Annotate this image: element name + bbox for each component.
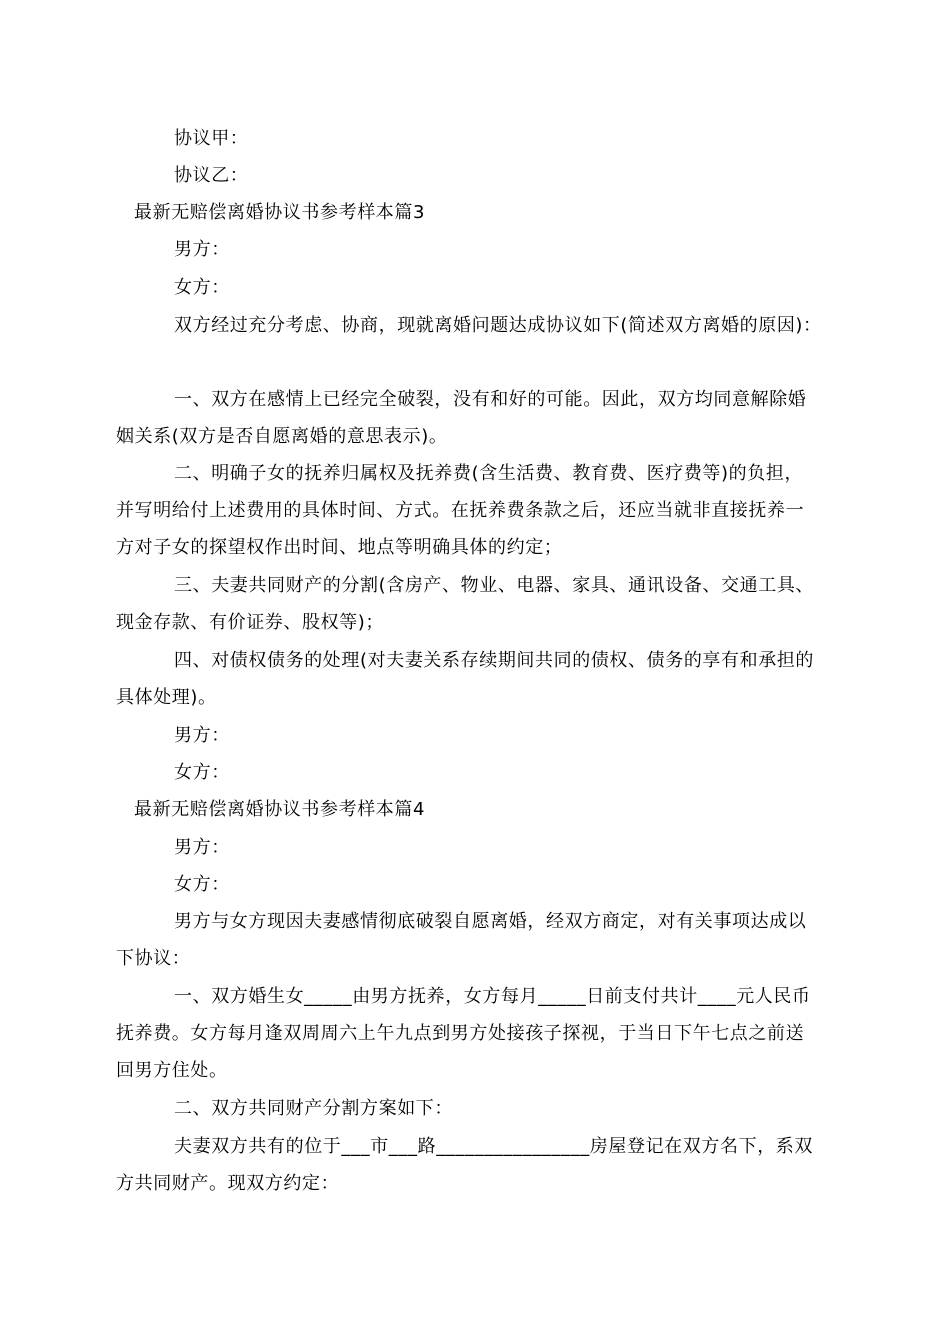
section-3-heading: 最新无赔偿离婚协议书参考样本篇3 [134, 202, 426, 223]
section-3-female-party: 女方： [174, 277, 230, 298]
section-4-intro-line-2: 下协议： [116, 948, 191, 969]
section-3-male-party: 男方： [174, 239, 230, 260]
section-4-house-line-2: 方共同财产。现双方约定： [116, 1173, 340, 1194]
section-3-male-signature: 男方： [174, 725, 230, 746]
section-4-item-1-line-3: 回男方住处。 [116, 1060, 228, 1081]
section-4-male-party: 男方： [174, 837, 230, 858]
party-a-signature-line: 协议甲： [174, 128, 249, 149]
section-3-item-3-line-1: 三、夫妻共同财产的分割(含房产、物业、电器、家具、通讯设备、交通工具、 [174, 575, 815, 596]
section-3-item-2-line-1: 二、明确子女的抚养归属权及抚养费(含生活费、教育费、医疗费等)的负担， [174, 463, 804, 484]
section-3-item-3-line-2: 现金存款、有价证券、股权等)； [116, 612, 385, 633]
section-4-house-line-1: 夫妻双方共有的位于___市___路________________房屋登记在双方名下，系双 [174, 1136, 813, 1157]
section-3-item-1-line-2: 姻关系(双方是否自愿离婚的意思表示)。 [116, 426, 448, 447]
section-4-female-party: 女方： [174, 874, 230, 895]
section-3-intro: 双方经过充分考虑、协商，现就离婚问题达成协议如下(简述双方离婚的原因)： [174, 315, 822, 336]
section-4-item-1-line-2: 抚养费。女方每月逢双周周六上午九点到男方处接孩子探视，于当日下午七点之前送 [116, 1023, 805, 1044]
section-3-female-signature: 女方： [174, 762, 230, 783]
section-3-item-2-line-2: 并写明给付上述费用的具体时间、方式。在抚养费条款之后，还应当就非直接抚养一 [116, 500, 805, 521]
section-4-item-1-line-1: 一、双方婚生女_____由男方抚养，女方每月_____日前支付共计____元人民币 [174, 986, 811, 1007]
section-4-heading: 最新无赔偿离婚协议书参考样本篇4 [134, 799, 426, 820]
section-4-intro-line-1: 男方与女方现因夫妻感情彻底破裂自愿离婚，经双方商定，对有关事项达成以 [174, 911, 807, 932]
party-b-signature-line: 协议乙： [174, 165, 249, 186]
section-3-item-4-line-1: 四、对债权债务的处理(对夫妻关系存续期间共同的债权、债务的享有和承担的 [174, 650, 815, 671]
section-4-item-2: 二、双方共同财产分割方案如下： [174, 1098, 453, 1119]
section-3-item-4-line-2: 具体处理)。 [116, 687, 217, 708]
section-3-item-2-line-3: 方对子女的探望权作出时间、地点等明确具体的约定； [116, 537, 563, 558]
section-3-item-1-line-1: 一、双方在感情上已经完全破裂，没有和好的可能。因此，双方均同意解除婚 [174, 389, 807, 410]
